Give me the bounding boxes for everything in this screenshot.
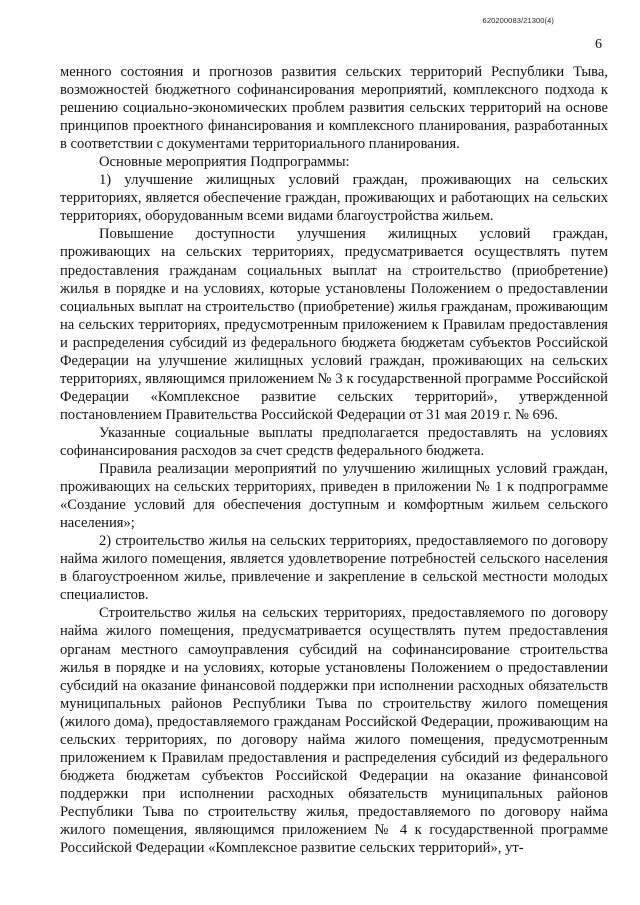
document-body — [60, 63, 608, 857]
paragraph-item-2-rental-housing: 2) строительство жилья на сельских территориях, предоставляемого по договору найма жилого помещения, является удовлетворение потребностей сельского населения в благоустроенном жилье, привлечение и закрепление в сельской местности молодых специалистов. — [60, 533, 608, 604]
paragraph-continuation: менного состояния и прогнозов развития сельских территорий Республики Тыва, возможностей бюджетного софинансирования мероприятий, комплексного подхода к решению социально-экономических проблем развития сельских территорий на основе принципов проектного финансирования и комплексного планирования, разработанных в соответствии с документами территориального планирования. — [60, 64, 608, 153]
paragraph-cofinancing: Указанные социальные выплаты предполагается предоставлять на условиях софинансирования расходов за счет средств федерального бюджета. — [60, 424, 608, 459]
paragraph-rental-subsidies: Строительство жилья на сельских территориях, предоставляемого по договору найма жилого помещения, предусматривается осуществлять путем предоставления органам местного самоуправления субсидий на софинансирование строительства жилья в порядке и на условиях, которые установлены Положением о предоставлении субсидий на оказание финансовой поддержки при исполнении расходных обязательств муниципальных районов Республики Тыва по строительству жилого помещения (жилого дома), предоставляемого гражданам Российской Федерации, проживающим на сельских территориях, по договору найма жилого помещения, предусмотренным приложением к Правилам предоставления и распределения субсидий из федерального бюджета бюджетам субъектов Российской Федерации на оказание финансовой поддержки при исполнении расходных обязательств муниципальных районов Республики Тыва по строительству жилья, предоставляемого по договору найма жилого помещения, являющимся приложением № 4 к государственной программе Российской Федерации «Комплексное развитие сельских территорий», ут- — [60, 605, 608, 857]
paragraph-social-payments: Повышение доступности улучшения жилищных условий граждан, проживающих на сельских территориях, предусматривается осуществлять путем предоставления гражданам социальных выплат на строительство (приобретение) жилья в порядке и на условиях, которые установлены Положением о предоставлении социальных выплат на строительство (приобретение) жилья гражданам, проживающим на сельских территориях, предусмотренным приложением к Правилам предоставления и распределения субсидий из федерального бюджета бюджетам субъектов Российской Федерации на улучшение жилищных условий граждан, проживающих на сельских территориях, являющимся приложением № 3 к государственной программе Российской Федерации «Комплексное развитие сельских территорий», утвержденной постановлением Правительства Российской Федерации от 31 мая 2019 г. № 696. — [60, 226, 608, 423]
paragraph-main-activities-heading: Основные мероприятия Подпрограммы: — [99, 154, 350, 171]
document-code: 620200083/21300(4) — [482, 16, 554, 25]
paragraph-item-1-housing: 1) улучшение жилищных условий граждан, проживающих на сельских территориях, является обеспечение граждан, проживающих и работающих на сельских территориях, оборудованным всеми видами благоустройства жильем. — [60, 172, 608, 225]
page-number: 6 — [595, 37, 602, 52]
paragraph-implementation-rules: Правила реализации мероприятий по улучшению жилищных условий граждан, проживающих на сельских территориях, приведен в приложении № 1 к подпрограмме «Создание условий для обеспечения доступным и комфортным жильем сельского населения»; — [60, 461, 608, 532]
